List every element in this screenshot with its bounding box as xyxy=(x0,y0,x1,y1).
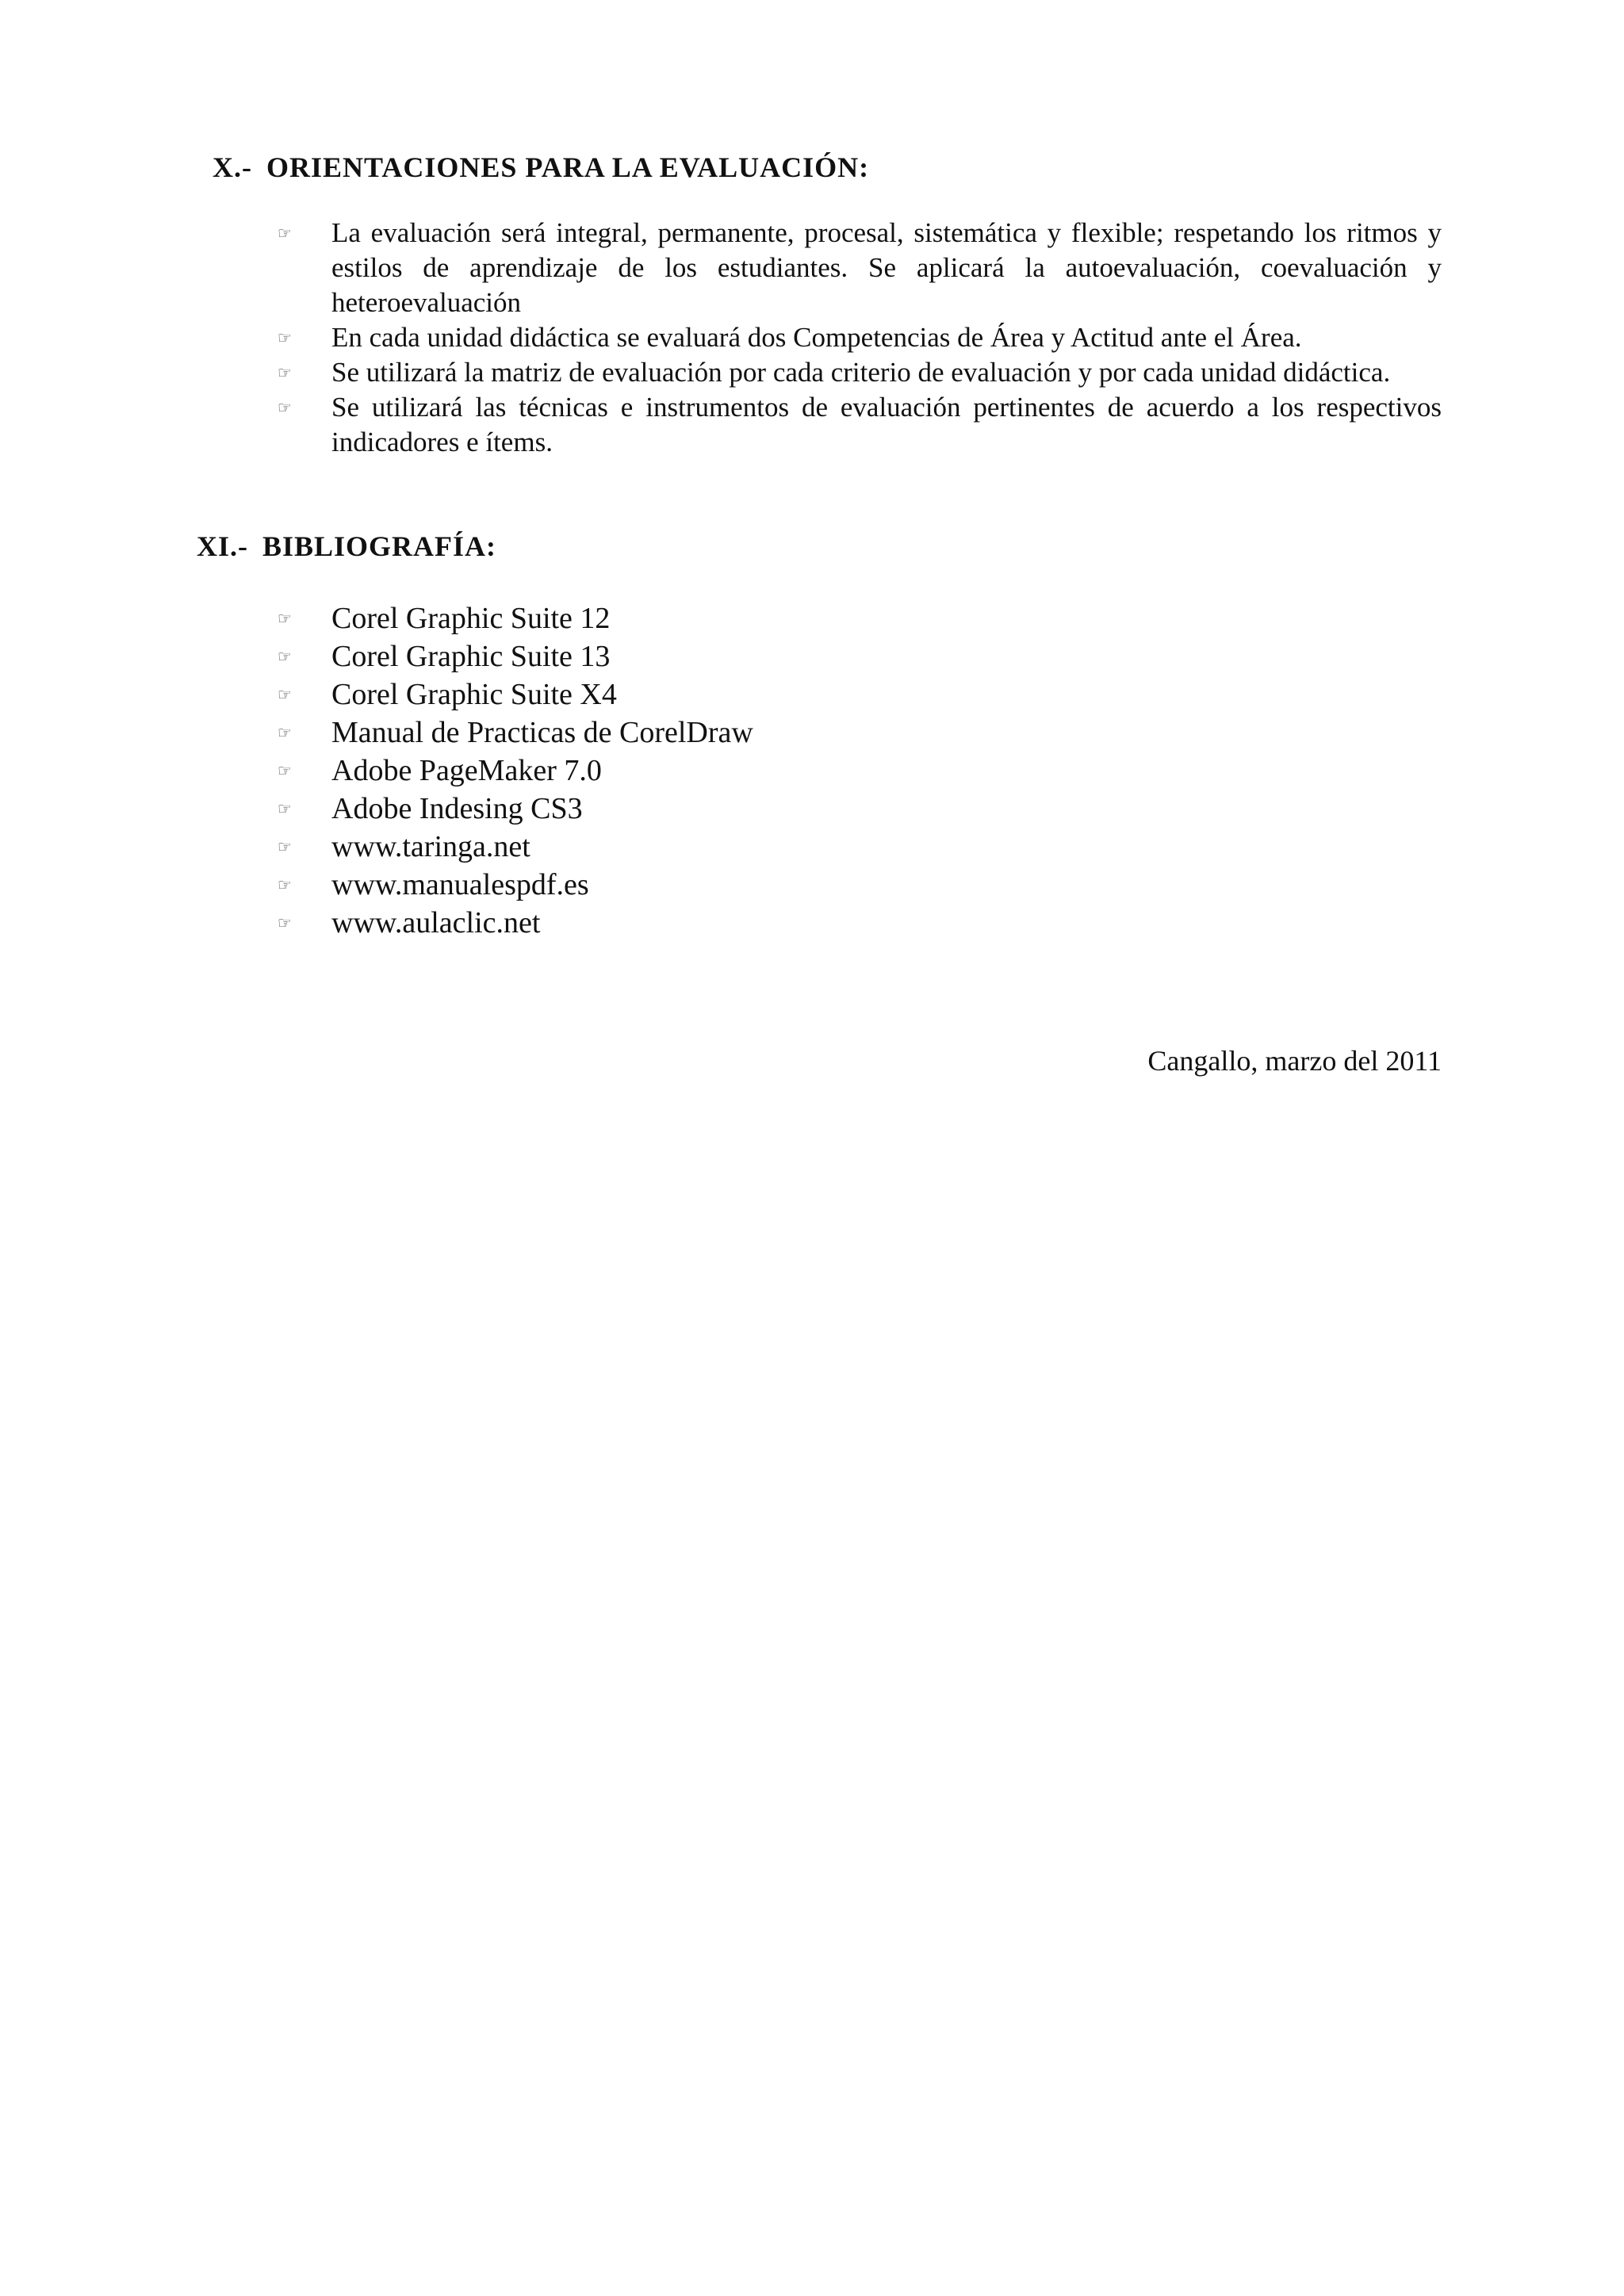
pointing-hand-icon: ☞ xyxy=(278,761,292,780)
bibliography-entry: www.taringa.net xyxy=(331,830,530,863)
list-item xyxy=(278,675,1071,714)
list-item xyxy=(278,216,1442,320)
section-number: XI.- xyxy=(197,530,248,562)
list-item-text: En cada unidad didáctica se evaluará dos Competencias de Área y Actitud ante el Área. xyxy=(331,322,1302,353)
pointing-hand-icon: ☞ xyxy=(278,609,292,628)
section-title: ORIENTACIONES PARA LA EVALUACIÓN: xyxy=(266,151,870,183)
list-item xyxy=(278,355,1442,390)
pointing-hand-icon: ☞ xyxy=(278,837,292,856)
section-title: BIBLIOGRAFÍA: xyxy=(262,530,497,562)
bibliography-entry: Corel Graphic Suite 13 xyxy=(331,640,611,673)
pointing-hand-icon: ☞ xyxy=(278,328,292,347)
section-heading-bibliography xyxy=(197,530,496,563)
pointing-hand-icon: ☞ xyxy=(278,647,292,666)
place-and-date: Cangallo, marzo del 2011 xyxy=(1147,1045,1442,1077)
list-item-text: Se utilizará la matriz de evaluación por cada criterio de evaluación y por cada unidad didáctica. xyxy=(331,357,1391,388)
bibliography-entry: Adobe Indesing CS3 xyxy=(331,792,583,825)
list-item xyxy=(278,752,1071,790)
list-item xyxy=(278,790,1071,828)
list-item xyxy=(278,866,1071,904)
pointing-hand-icon: ☞ xyxy=(278,913,292,932)
pointing-hand-icon: ☞ xyxy=(278,685,292,704)
bibliography-entry: www.aulaclic.net xyxy=(331,906,541,939)
pointing-hand-icon: ☞ xyxy=(278,363,292,382)
pointing-hand-icon: ☞ xyxy=(278,398,292,417)
list-item xyxy=(278,904,1071,942)
list-item xyxy=(278,320,1442,355)
pointing-hand-icon: ☞ xyxy=(278,799,292,818)
bibliography-entry: Manual de Practicas de CorelDraw xyxy=(331,716,753,749)
list-item xyxy=(278,828,1071,866)
list-item xyxy=(278,390,1442,460)
section-number: X.- xyxy=(213,151,252,183)
pointing-hand-icon: ☞ xyxy=(278,723,292,742)
bibliography-list xyxy=(278,599,1071,942)
list-item xyxy=(278,637,1071,675)
pointing-hand-icon: ☞ xyxy=(278,224,292,243)
bibliography-entry: Corel Graphic Suite 12 xyxy=(331,602,611,635)
pointing-hand-icon: ☞ xyxy=(278,875,292,894)
bibliography-entry: Adobe PageMaker 7.0 xyxy=(331,754,602,787)
list-item xyxy=(278,714,1071,752)
list-item xyxy=(278,599,1071,637)
bibliography-entry: www.manualespdf.es xyxy=(331,868,589,901)
list-item-text: Se utilizará las técnicas e instrumentos de evaluación pertinentes de acuerdo a los respectivos indicadores e ítems. xyxy=(331,392,1442,457)
bibliography-entry: Corel Graphic Suite X4 xyxy=(331,678,617,711)
evaluation-guidelines-list xyxy=(278,216,1442,460)
list-item-text: La evaluación será integral, permanente, procesal, sistemática y flexible; respetando los ritmos y estilos de aprendizaje de los estudiantes. Se aplicará la autoevaluación, coevaluación y heteroevaluación xyxy=(331,217,1442,318)
section-heading-evaluation xyxy=(213,151,869,184)
